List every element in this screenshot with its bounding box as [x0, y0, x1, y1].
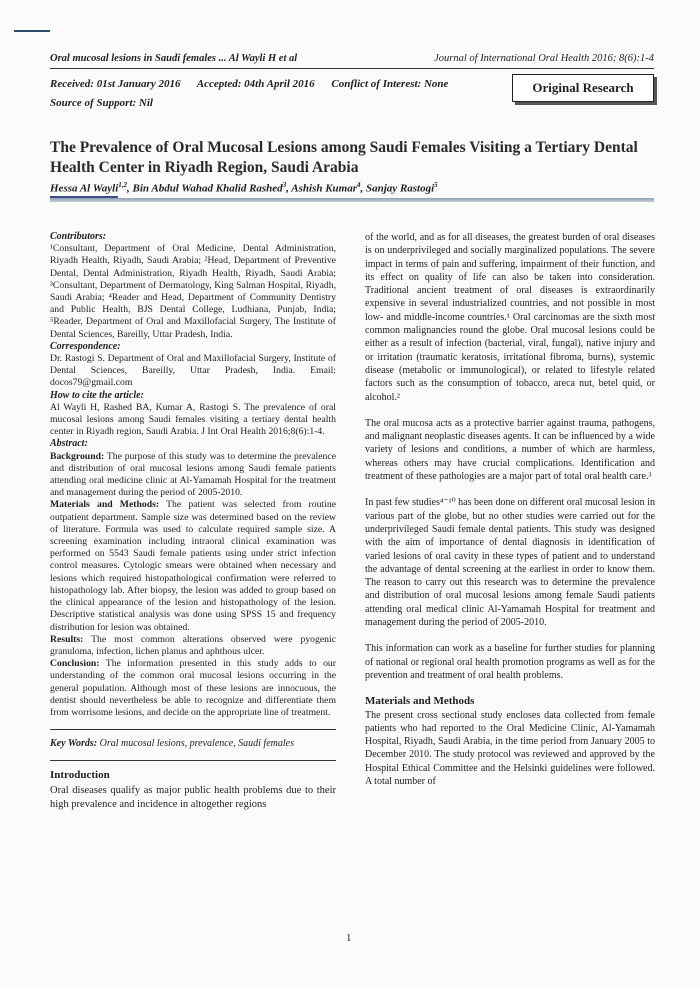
keywords-divider: [50, 729, 336, 730]
author-name: , Ashish Kumar: [286, 182, 358, 195]
body-paragraph: This information can work as a baseline for further studies for planning of national or regional oral health promotion programs as well as for the prevention and treatment of oral health problems.: [365, 643, 655, 681]
introduction-text: Oral diseases qualify as major public health problems due to their high prevalence and incidence in altogether regions: [50, 784, 336, 811]
conflict-of-interest: Conflict of Interest: None: [331, 78, 449, 90]
cite-label: How to cite the article:: [50, 389, 144, 401]
author-affiliation: 5: [434, 181, 438, 189]
article-dates: [50, 78, 462, 90]
keywords-label: Key Words:: [50, 738, 98, 750]
running-header-left: Oral mucosal lesions in Saudi females ... Al Wayli H et al: [50, 53, 298, 64]
author-name: , Sanjay Rastogi: [360, 182, 435, 195]
results-text: The most common alterations observed were pyogenic granuloma, infection, lichen planus and aphthous ulcer.: [50, 633, 336, 657]
background-label: Background:: [50, 450, 105, 462]
author-affiliation: 1,2: [118, 181, 127, 189]
abstract-methods: [50, 499, 336, 633]
page-number: 1: [346, 932, 352, 944]
author-divider: [50, 198, 654, 202]
accepted-date: Accepted: 04th April 2016: [196, 78, 315, 90]
author-name: , Bin Abdul Wahad Khalid Rashed: [127, 182, 283, 195]
correspondence-text: Dr. Rastogi S. Department of Oral and Maxillofacial Surgery, Institute of Dental Sciences, Bareilly, Uttar Pradesh, India. Email: docos79@gmail.com: [50, 353, 336, 389]
body-paragraph: The oral mucosa acts as a protective barrier against trauma, pathogens, and malignant neoplastic diseases agents. It can be influenced by a wide variety of lesions and conditions, a number of which are harmless, whereas others may have crucial complications. Identification and treatment of these pathologies are a major part of total oral health care.³: [365, 417, 655, 483]
methods-label: Materials and Methods:: [50, 499, 160, 511]
author-list: [50, 181, 438, 195]
body-paragraph: of the world, and as for all diseases, the greatest burden of oral diseases is on underprivileged and socially marginalized populations. The severe impact in terms of pain and suffering, impairment of their function, and its effect on quality of life can also be taken into consideration. Traditional ancient treatment of oral diseases is extraordinarily expensive in several industrialized countries, and not possible in most low- and middle-income countries.¹ Oral carcinomas are the sixth most common malignancies round the globe. Oral mucosal lesions could be either as a result of infection (bacterial, viral, fungal), native injury and or irritation (traumatic keratosis, irritational fibroma, burns), systemic disease (metabolic or immunological), or related to lifestyle related factors such as the consumption of tobacco, areca nut, betel quid, or alcohol.²: [365, 232, 655, 403]
abstract-background: [50, 451, 336, 500]
background-text: The purpose of this study was to determine the prevalence and distribution of oral mucosal lesions among Saudi female patients attending oral medicine clinic at Al-Yamamah Hospital for the treatment and management during the period of 2005-2010.: [50, 450, 336, 499]
running-header: [50, 53, 654, 69]
author-affiliation: 3: [282, 181, 287, 189]
author-affiliation: 4: [357, 181, 361, 189]
abstract-label: Abstract:: [50, 438, 88, 450]
methods-text: The patient was selected from routine outpatient department. Sample size was determined based on the review of literature. Formula was used to calculate required sample size. A screening examination including intraoral clinical examination was performed on 5543 Saudi female patients using under strict infection control measures. Cytologic smears were obtained when necessary and lesions which required histopathological confirmation were referred to histopathology lab. After biopsy, the lesion was added to group based on the clinical appearance of the lesion and histopathology of the lesion. Descriptive statistical analysis was done using SPSS 15 and frequency distribution for lesion was obtained.: [50, 499, 336, 633]
source-of-support: Source of Support: Nil: [50, 97, 153, 109]
body-paragraph: The present cross sectional study encloses data collected from female patients who had reported to the Oral Medicine Clinic, Al-Yamamah Hospital, Riyadh, Saudi Arabia, in the time period from January 2005 to December 2010. The study protocol was reviewed and approved by the Hospital Ethical Committee and the Helsinki guidelines were followed. A total number of: [365, 709, 655, 787]
abstract-conclusion: [50, 658, 336, 719]
article-title: The Prevalence of Oral Mucosal Lesions among Saudi Females Visiting a Tertiary Dental Health Center in Riyadh Region, Saudi Arabia: [50, 139, 638, 176]
right-column: [365, 231, 655, 788]
author-name: Hessa Al Wayli: [50, 182, 119, 195]
introduction-heading: Introduction: [50, 769, 110, 782]
cite-text: Al Wayli H, Rashed BA, Kumar A, Rastogi S. The prevalence of oral mucosal lesions among Saudi females visiting a tertiary dental health center in Riyadh region, Saudi Arabia. J Int Oral Health 2016;8(6):1-4.: [50, 401, 336, 438]
running-header-right: Journal of International Oral Health 2016; 8(6):1-4: [434, 53, 654, 64]
keywords: [50, 738, 336, 750]
conclusion-text: The information presented in this study adds to our understanding of the common oral mucosal lesions occurring in the general population. Although most of these lesions are innocuous, the dentist should nevertheless be able to recognize and differentiate them from worrisome lesions, and decide on the appropriate line of treatment.: [50, 658, 336, 718]
received-date: Received: 01st January 2016: [50, 78, 181, 90]
left-column: [50, 231, 336, 813]
materials-methods-heading: Materials and Methods: [365, 695, 475, 708]
article-type-badge: Original Research: [512, 74, 654, 102]
body-paragraph: In past few studies⁴⁻¹⁰ has been done on different oral mucosal lesion in various part of the globe, but no other studies were carried out for the underprivileged Saudi female dental patients. This study was designed with the aim of importance of dental diagnosis in identification of varied lesions of oral cavity in these types of patient and to understand the advantage of dental screening at the earliest in order to know them. The reason to carry out this research was to determine the prevalence and distribution of oral mucosal lesions among female Saudi patients attending oral medical clinic Al-Yamamah Hospital for treatment and management during the period of 2005-2010.: [365, 497, 655, 629]
keywords-text: Oral mucosal lesions, prevalence, Saudi females: [97, 738, 294, 750]
scan-mark: [14, 30, 50, 32]
results-label: Results:: [50, 633, 84, 645]
contributors-label: Contributors:: [50, 231, 107, 242]
abstract-results: [50, 634, 336, 658]
correspondence-label: Correspondence:: [50, 340, 121, 352]
conclusion-label: Conclusion:: [50, 658, 100, 670]
contributors-text: ¹Consultant, Department of Oral Medicine, Dental Administration, Riyadh Health, Riyadh, Saudi Arabia; ²Head, Department of Preventive Dental, Dental Administration, Riyadh Health, Riyadh, Saudi Arabia; ³Consultant, Department of Dermatology, King Salman Hospital, Riyadh, Saudi Arabia; ⁴Reader and Head, Department of Community Dentistry and Public Health, BJS Dental College, Ludhiana, Punjab, India; ⁵Reader, Department of Oral and Maxillofacial Surgery, The Institute of Dental Sciences, Bareilly, Uttar Pradesh, India.: [50, 243, 336, 340]
keywords-divider-bottom: [50, 760, 336, 761]
header-divider: [50, 68, 654, 69]
